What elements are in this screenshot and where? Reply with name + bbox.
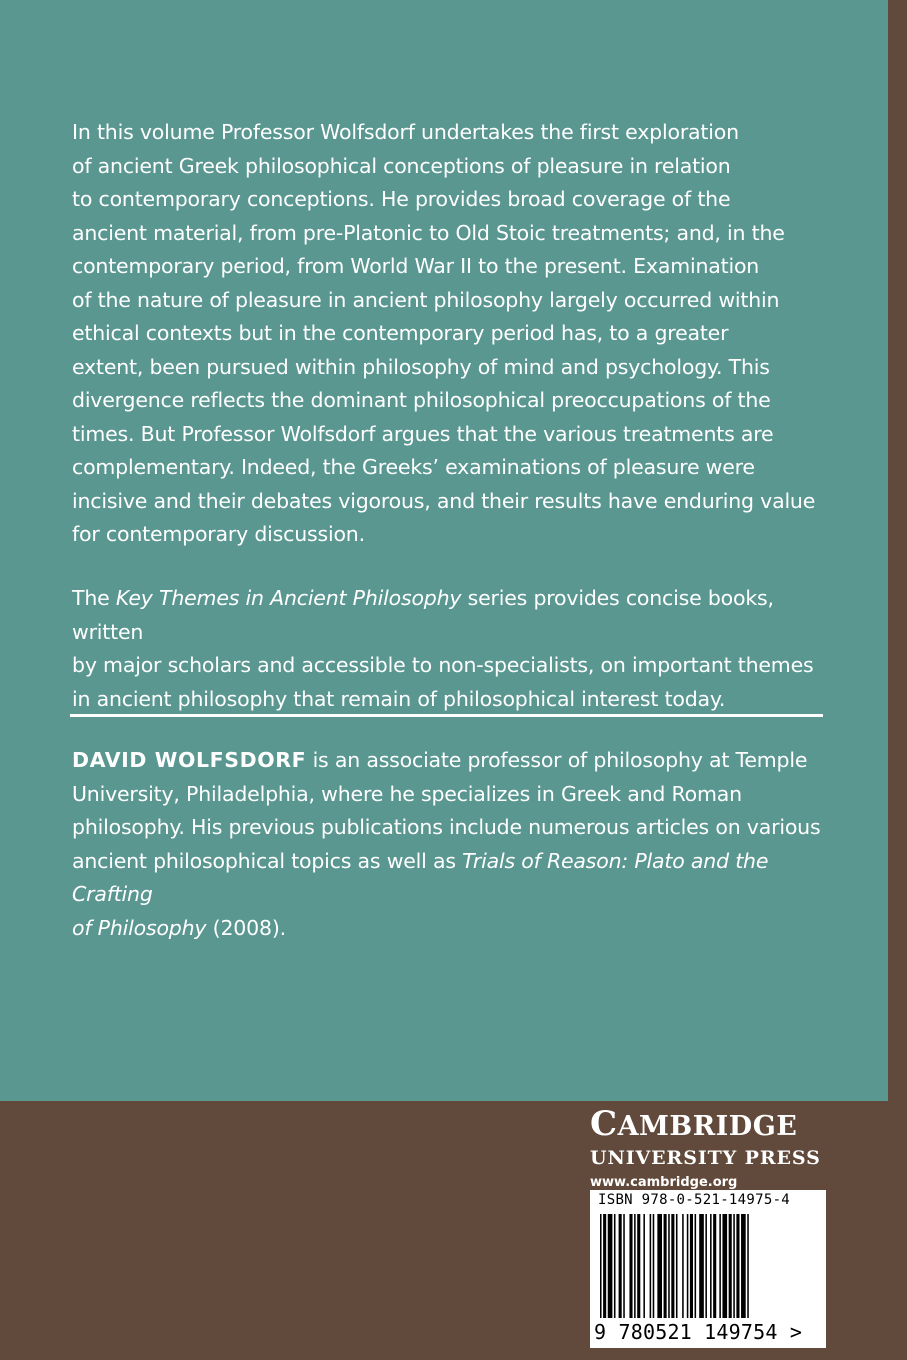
isbn-text: ISBN 978-0-521-14975-4 bbox=[598, 1192, 791, 1208]
series-line bbox=[72, 582, 832, 649]
publisher-subtitle: UNIVERSITY PRESS bbox=[590, 1147, 821, 1169]
barcode-bar bbox=[664, 1214, 667, 1318]
barcode-bar bbox=[729, 1214, 732, 1318]
publisher-logo bbox=[590, 1105, 826, 1194]
description-line: ancient material, from pre-Platonic to Old Stoic treatments; and, in the bbox=[72, 220, 785, 245]
bio-line bbox=[72, 845, 832, 912]
barcode-bar bbox=[603, 1214, 606, 1318]
barcode-bar bbox=[614, 1214, 616, 1318]
barcode-bar bbox=[695, 1214, 697, 1318]
barcode-panel bbox=[590, 1190, 826, 1348]
description-line: divergence reflects the dominant philosophical preoccupations of the bbox=[72, 388, 771, 412]
barcode-bar bbox=[619, 1214, 622, 1318]
description-line: for contemporary discussion. bbox=[72, 522, 365, 546]
description-line: complementary. Indeed, the Greeks’ examinations of pleasure were bbox=[72, 455, 755, 479]
publisher-initial: C bbox=[590, 1104, 618, 1144]
book-description bbox=[72, 116, 832, 552]
series-line: by major scholars and accessible to non-specialists, on important themes bbox=[72, 653, 814, 677]
barcode-bar bbox=[747, 1214, 749, 1318]
barcode-bar bbox=[710, 1214, 712, 1318]
series-blurb bbox=[72, 582, 832, 716]
description-line: times. But Professor Wolfsdorf argues that the various treatments are bbox=[72, 421, 774, 446]
barcode-bar bbox=[668, 1214, 670, 1318]
barcode-bar bbox=[719, 1214, 721, 1318]
barcode-bar bbox=[629, 1214, 632, 1318]
barcode-bar bbox=[637, 1214, 640, 1318]
barcode-bar bbox=[682, 1214, 684, 1318]
series-line: in ancient philosophy that remain of philosophical interest today. bbox=[72, 686, 726, 711]
barcode-bar bbox=[608, 1214, 613, 1318]
barcode-bars bbox=[598, 1214, 818, 1320]
author-name: DAVID WOLFSDORF bbox=[72, 748, 307, 772]
barcode-bar bbox=[657, 1214, 662, 1318]
bio-line bbox=[72, 912, 832, 946]
barcode-bar bbox=[722, 1214, 727, 1318]
barcode-bar bbox=[653, 1214, 655, 1318]
barcode-bar bbox=[699, 1214, 704, 1318]
series-text: The bbox=[72, 586, 116, 610]
series-text: series provides concise books, written bbox=[72, 586, 774, 644]
bio-line: philosophy. His previous publications include numerous articles on various bbox=[72, 815, 821, 839]
description-line: of the nature of pleasure in ancient philosophy largely occurred within bbox=[72, 287, 780, 312]
barcode-bar bbox=[623, 1214, 625, 1318]
book-title: of Philosophy bbox=[72, 915, 207, 940]
barcode-bar bbox=[736, 1214, 739, 1318]
barcode-bar bbox=[643, 1214, 645, 1318]
barcode-bar bbox=[713, 1214, 716, 1318]
bio-text: is an associate professor of philosophy at Temple bbox=[306, 748, 808, 772]
barcode-bar bbox=[650, 1214, 652, 1318]
barcode-bar bbox=[687, 1214, 689, 1318]
series-title: Key Themes in Ancient Philosophy bbox=[115, 586, 462, 610]
publisher-url: www.cambridge.org bbox=[590, 1175, 738, 1190]
barcode-bar bbox=[600, 1214, 602, 1318]
bio-line bbox=[72, 744, 832, 778]
barcode-bar bbox=[741, 1214, 746, 1318]
description-line: of ancient Greek philosophical conceptions of pleasure in relation bbox=[72, 153, 731, 178]
barcode-bar bbox=[671, 1214, 674, 1318]
bio-line: University, Philadelphia, where he specializes in Greek and Roman bbox=[72, 781, 742, 806]
barcode-bar bbox=[634, 1214, 636, 1318]
description-line: ethical contexts but in the contemporary period has, to a greater bbox=[72, 321, 729, 345]
book-title: Trials of Reason: Plato and the Crafting bbox=[72, 848, 769, 906]
barcode-bar bbox=[676, 1214, 678, 1318]
barcode-bar bbox=[690, 1214, 693, 1318]
divider-rule bbox=[70, 714, 823, 717]
bio-text: (2008). bbox=[206, 915, 286, 940]
description-line: In this volume Professor Wolfsdorf undertakes the first exploration bbox=[72, 120, 739, 144]
author-bio bbox=[72, 744, 832, 945]
barcode-digits: 9 780521 149754 > bbox=[594, 1320, 803, 1344]
barcode-bar bbox=[733, 1214, 735, 1318]
publisher-name bbox=[590, 1105, 826, 1146]
publisher-name-rest: AMBRIDGE bbox=[617, 1111, 798, 1142]
barcode-bar bbox=[705, 1214, 707, 1318]
description-line: to contemporary conceptions. He provides broad coverage of the bbox=[72, 187, 731, 211]
description-line: contemporary period, from World War II to the present. Examination bbox=[72, 254, 760, 278]
description-line: incisive and their debates vigorous, and their results have enduring value bbox=[72, 488, 816, 513]
description-line: extent, been pursued within philosophy of mind and psychology. This bbox=[72, 354, 770, 379]
bio-text: ancient philosophical topics as well as bbox=[72, 848, 463, 873]
